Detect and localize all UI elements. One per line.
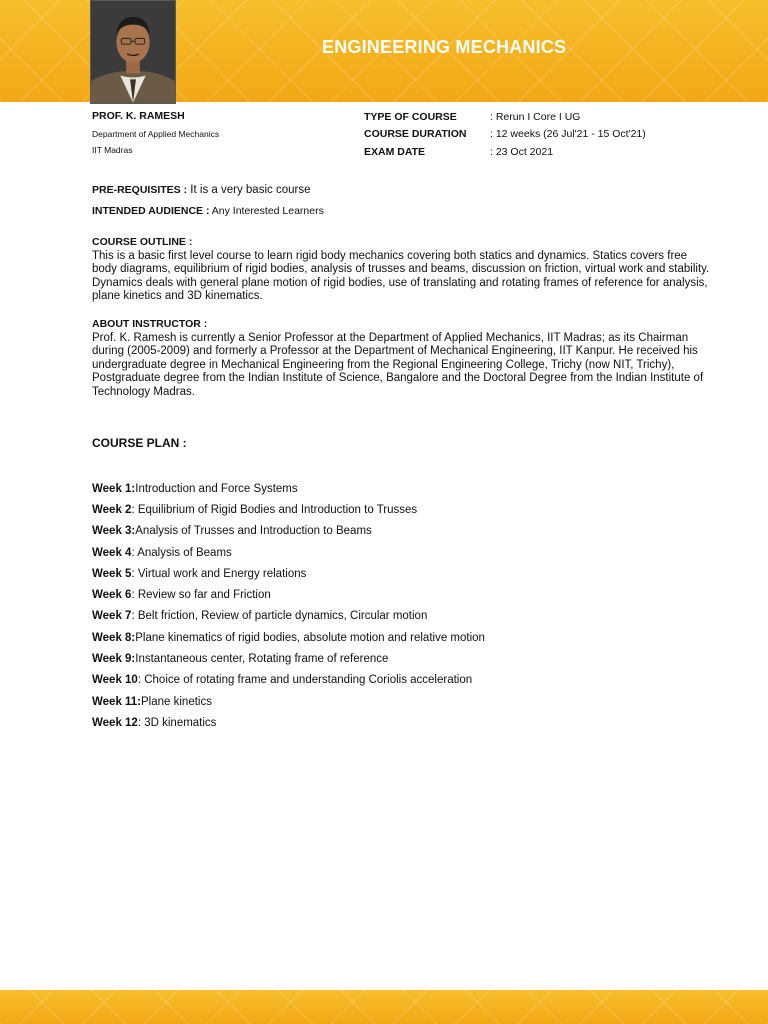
week-label: Week 5 <box>92 567 132 580</box>
week-label: Week 9: <box>92 653 136 666</box>
course-plan-list <box>92 478 485 734</box>
week-topic: : 3D kinematics <box>137 716 217 729</box>
instructor-photo <box>90 0 176 104</box>
week-label: Week 4 <box>92 546 132 559</box>
audience-value: Any Interested Learners <box>209 205 324 217</box>
list-item <box>92 584 485 605</box>
info-label: TYPE OF COURSE <box>364 110 457 123</box>
week-topic: : Review so far and Friction <box>131 589 271 602</box>
week-label: Week 11: <box>92 695 142 708</box>
week-label: Week 1: <box>92 482 136 495</box>
course-plan-title: COURSE PLAN : <box>92 436 187 450</box>
exam-date-row <box>364 143 646 161</box>
course-outline <box>92 236 712 304</box>
footer-band <box>0 990 768 1024</box>
week-topic: Plane kinetics <box>141 695 212 708</box>
week-topic: : Belt friction, Review of particle dynamics, Circular motion <box>131 610 428 623</box>
list-item <box>92 521 485 542</box>
list-item <box>92 563 485 584</box>
list-item <box>92 542 485 563</box>
instructor-department: Department of Applied Mechanics <box>92 129 220 139</box>
list-item <box>92 691 485 712</box>
list-item <box>92 648 485 669</box>
week-topic: Introduction and Force Systems <box>135 482 298 495</box>
week-label: Week 10 <box>92 674 138 687</box>
week-label: Week 3: <box>92 525 136 538</box>
course-info-block <box>364 108 646 161</box>
week-label: Week 8: <box>92 631 136 644</box>
week-label: Week 2 <box>92 503 132 516</box>
info-label: COURSE DURATION <box>364 128 467 141</box>
prerequisites-label: PRE-REQUISITES : <box>92 184 188 196</box>
week-label: Week 7 <box>92 610 132 623</box>
intended-audience <box>92 205 712 219</box>
instructor-name: PROF. K. RAMESH <box>92 110 185 122</box>
audience-label: INTENDED AUDIENCE : <box>92 205 210 217</box>
week-topic: : Virtual work and Energy relations <box>131 567 307 580</box>
course-duration-row <box>364 126 646 144</box>
prerequisites <box>92 184 712 198</box>
list-item <box>92 712 485 733</box>
prerequisites-value: It is a very basic course <box>187 184 311 196</box>
list-item <box>92 627 485 648</box>
info-value: : 12 weeks (26 Jul'21 - 15 Oct'21) <box>490 128 646 141</box>
week-topic: : Analysis of Beams <box>131 546 232 559</box>
course-type-row <box>364 108 646 126</box>
week-label: Week 12 <box>92 716 138 729</box>
list-item <box>92 478 485 499</box>
info-label: EXAM DATE <box>364 145 426 158</box>
week-topic: : Equilibrium of Rigid Bodies and Introduction to Trusses <box>131 503 418 516</box>
instructor-block <box>92 110 219 155</box>
about-label: ABOUT INSTRUCTOR : <box>92 318 208 330</box>
list-item <box>92 670 485 691</box>
week-label: Week 6 <box>92 589 132 602</box>
course-title: ENGINEERING MECHANICS <box>322 37 567 57</box>
week-topic: : Choice of rotating frame and understanding Coriolis acceleration <box>137 674 473 687</box>
week-topic: Plane kinematics of rigid bodies, absolute motion and relative motion <box>135 631 485 644</box>
outline-label: COURSE OUTLINE : <box>92 236 193 248</box>
list-item <box>92 499 485 520</box>
week-topic: Analysis of Trusses and Introduction to Beams <box>135 525 372 538</box>
about-text: Prof. K. Ramesh is currently a Senior Professor at the Department of Applied Mechanics, IIT Madras; as its Chairman during (2005-2009) and formerly a Professor at the Department of Mechanical Engineering, IIT Kanpur. He received his undergraduate degree in Mechanical Engineering from the Regional Engineering College, Trichy (now NIT, Trichy), Postgraduate degree from the Indian Institute of Science, Bangalore and the Doctoral Degree from the Indian Institute of Technology Madras. <box>92 331 704 398</box>
week-topic: Instantaneous center, Rotating frame of reference <box>135 653 389 666</box>
instructor-institute: IIT Madras <box>92 145 133 155</box>
about-instructor <box>92 318 712 399</box>
info-value: : 23 Oct 2021 <box>490 145 554 158</box>
list-item <box>92 606 485 627</box>
info-value: : Rerun I Core I UG <box>490 110 581 123</box>
outline-text: This is a basic first level course to learn rigid body mechanics covering both statics and dynamics. Statics covers free body diagrams, equilibrium of rigid bodies, analysis of trusses and beams, discussion on friction, virtual work and stability. Dynamics deals with general plane motion of rigid bodies, use of translating and rotating frames of reference for analysis, plane kinetics and 3D kinematics. <box>92 249 710 303</box>
